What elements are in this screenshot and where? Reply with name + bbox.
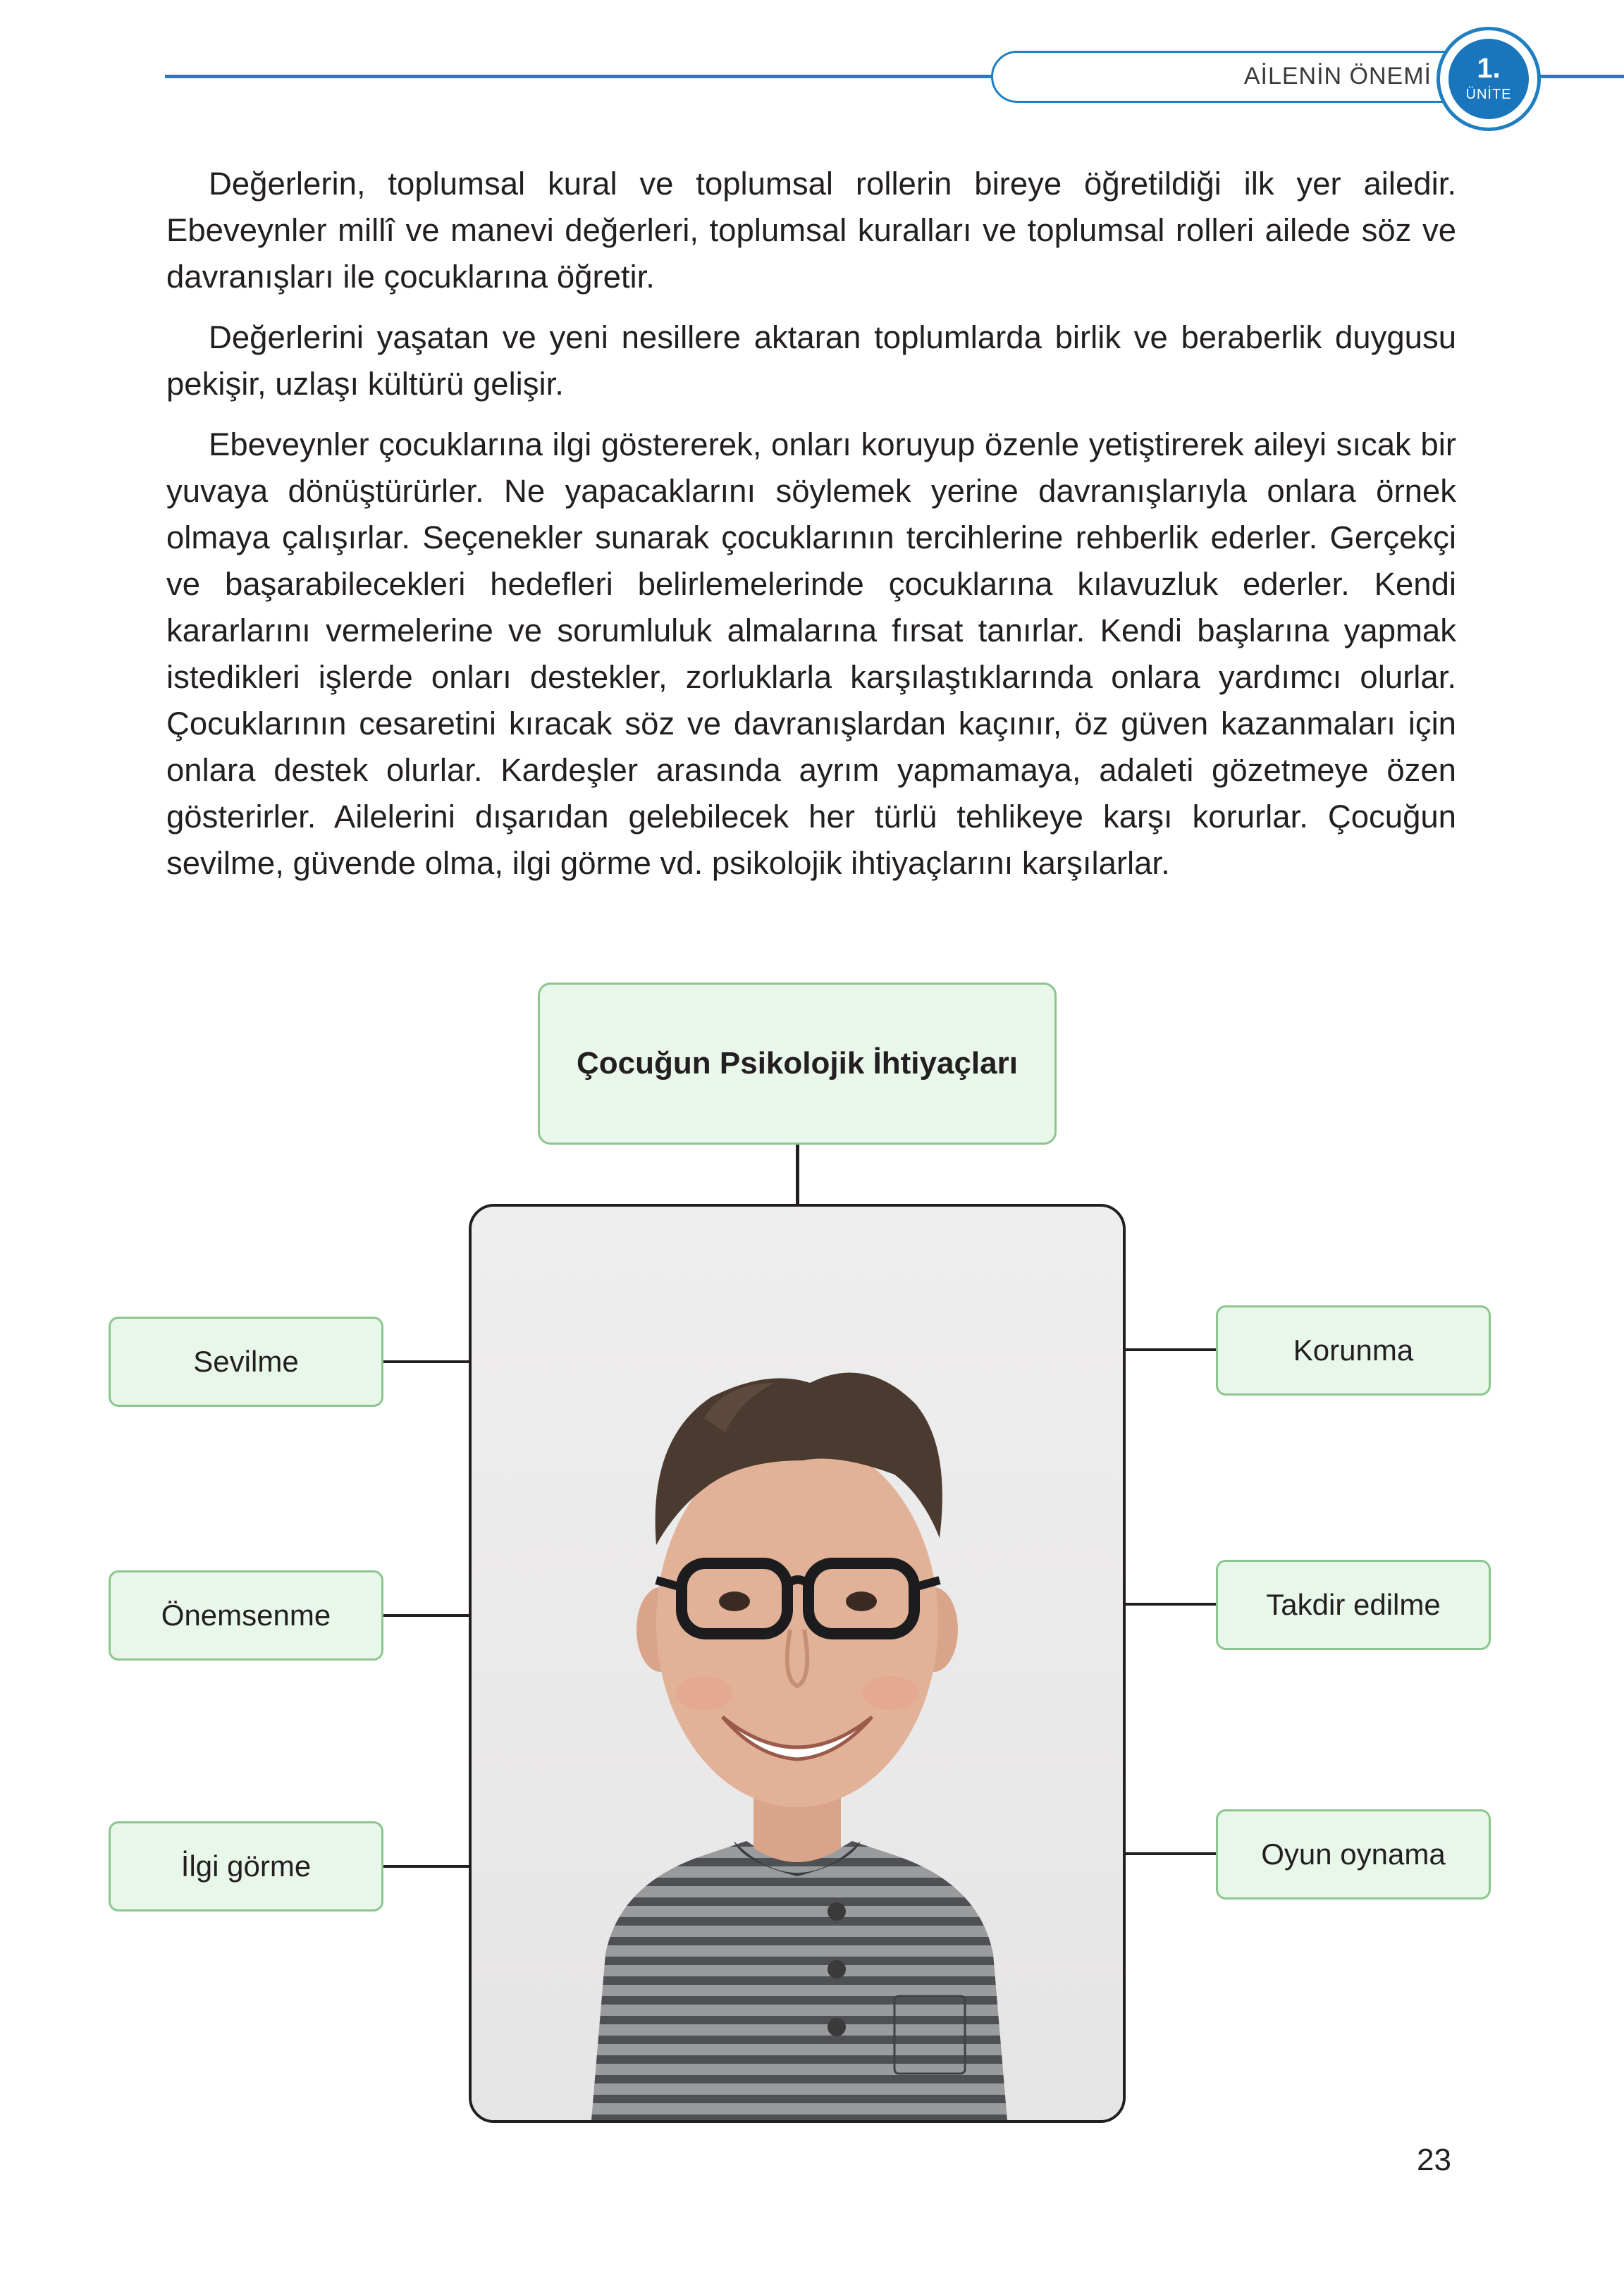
- paragraph-3: Ebeveynler çocuklarına ilgi göstererek, onları koruyup özenle yetiştirerek aileyi sıcak bir yuvaya dönüştürürler. Ne yapacaklarını söylemek yerine davranışlarıyla onlara örnek olmaya çalışırlar. Seçenekler sunarak çocuklarının tercihlerine rehberlik ederler. Gerçekçi ve başarabilecekleri hedefleri belirlemelerinde çocuklarına kılavuzluk ederler. Kendi kararlarını vermelerine ve sorumluluk almalarına fırsat tanırlar. Kendi başlarına yapmak istedikleri işlerde onları destekler, zorluklarla karşılaştıklarında onlara yardımcı olurlar. Çocuklarının cesaretini kıracak söz ve davranışlardan kaçınır, öz güven kazanmaları için onlara destek olurlar. Kardeşler arasında ayrım yapmamaya, adaleti gözetmeye özen gösterirler. Ailelerini dışarıdan gelebilecek her türlü tehlikeye karşı korurlar. Çocuğun sevilme, güvende olma, ilgi görme vd. psikolojik ihtiyaçlarını karşılarlar.: [166, 426, 1456, 881]
- need-label: Önemsenme: [161, 1599, 331, 1632]
- header-rule-left: [165, 75, 994, 78]
- paragraph-2: Değerlerini yaşatan ve yeni nesillere aktaran toplumlarda birlik ve beraberlik duygusu pekişir, uzlaşı kültürü gelişir.: [166, 319, 1456, 402]
- header-title-pill: [991, 51, 1513, 103]
- unit-number: 1.: [1477, 53, 1501, 84]
- need-box-oyun-oynama: [1216, 1809, 1491, 1900]
- need-box-korunma: [1216, 1305, 1491, 1396]
- need-label: Takdir edilme: [1266, 1588, 1441, 1621]
- header-rule-right: [1537, 75, 1624, 78]
- connector-right-2: [1124, 1603, 1217, 1606]
- need-box-sevilme: [109, 1317, 383, 1407]
- page-number: 23: [1417, 2143, 1451, 2177]
- connector-right-3: [1124, 1852, 1217, 1855]
- need-label: İlgi görme: [180, 1849, 312, 1883]
- connector-left-1: [383, 1360, 470, 1363]
- diagram-title-box: [538, 983, 1057, 1145]
- need-box-takdir-edilme: [1216, 1560, 1491, 1650]
- unit-badge: [1437, 27, 1541, 131]
- need-label: Korunma: [1293, 1334, 1414, 1367]
- connector-left-3: [383, 1865, 470, 1868]
- need-label: Sevilme: [193, 1345, 299, 1378]
- section-title: AİLENİN ÖNEMİ: [1243, 63, 1432, 90]
- paragraph-1: Değerlerin, toplumsal kural ve toplumsal rollerin bireye öğretildiği ilk yer ailedir. Ebeveynler millî ve manevi değerleri, toplumsal kuralları ve toplumsal rolleri ailede söz ve davranışları ile çocuklarına öğretir.: [166, 166, 1456, 295]
- connector-title: [796, 1145, 799, 1205]
- body-text: [166, 161, 1456, 901]
- diagram-title: Çocuğun Psikolojik İhtiyaçları: [577, 1046, 1018, 1081]
- child-photo: [469, 1204, 1126, 2123]
- connector-right-1: [1124, 1348, 1217, 1351]
- connector-left-2: [383, 1614, 470, 1617]
- unit-badge-circle: [1448, 39, 1529, 119]
- need-box-ilgi-gorme: [109, 1821, 383, 1912]
- need-label: Oyun oynama: [1261, 1837, 1446, 1871]
- unit-label: ÜNİTE: [1465, 87, 1512, 102]
- need-box-onemsenme: [109, 1570, 383, 1661]
- child-illustration: [472, 1207, 1123, 2120]
